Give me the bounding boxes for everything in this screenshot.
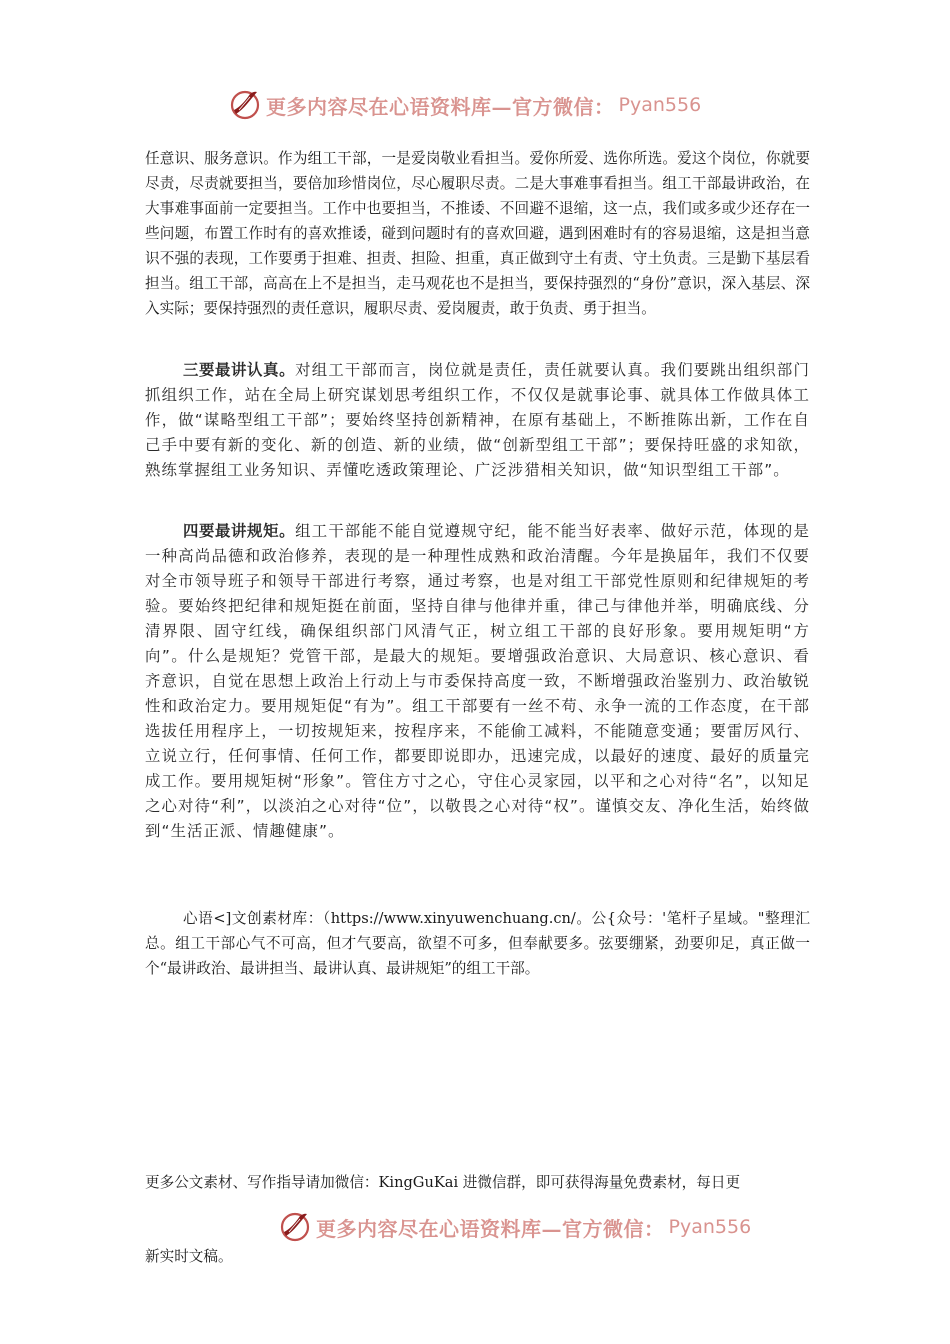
paragraph-text: [145, 358, 810, 483]
paragraph-text: 心语<]文创素材库：（https://www.xinyuwenchuang.cn/。公{众号：'笔杆子星域。"整理汇总。组工干部心气不可高，但才气要高，欲望不可多，但奉献要多。弦要绷紧，劲要卯足，真正做一个“最讲政治、最讲担当、最讲认真、最讲规矩”的组工干部。: [145, 910, 810, 977]
watermark-wechat-id: Pyan556: [668, 1216, 752, 1238]
footer-line-2: 新实时文稿。: [145, 1248, 233, 1265]
footer-note-continued: [145, 1244, 810, 1269]
watermark-text: 更多内容尽在心语资料库—官方微信：: [316, 1216, 665, 1241]
watermark-wechat-id: Pyan556: [618, 94, 702, 116]
footer-note: [145, 1170, 810, 1195]
paragraph-body: 组工干部能不能自觉遵规守纪，能不能当好表率、做好示范，体现的是一种高尚品德和政治修养，表现的是一种理性成熟和政治清醒。今年是换届年，我们不仅要对全市领导班子和领导干部进行考察，通过考察，也是对组工干部党性原则和纪律规矩的考验。要始终把纪律和规矩挺在前面，坚持自律与他律并重，律己与律他并举，明确底线、分清界限、固守红线，确保组织部门风清气正，树立组工干部的良好形象。要用规矩明“方向”。什么是规矩？党管干部，是最大的规矩。要增强政治意识、大局意识、核心意识、看齐意识，自觉在思想上政治上行动上与市委保持高度一致，不断增强政治鉴别力、政治敏锐性和政治定力。要用规矩促“有为”。组工干部要有一丝不苟、永争一流的工作态度，在干部选拔任用程序上，一切按规矩来，按程序来，不能偷工减料，不能随意变通；要雷厉风行、立说立行，任何事情、任何工作，都要即说即办，迅速完成，以最好的速度、最好的质量完成工作。要用规矩树“形象”。管住方寸之心，守住心灵家园，以平和之心对待“名”，以知足之心对待“利”，以淡泊之心对待“位”，以敬畏之心对待“权”。谨慎交友、净化生活，始终做到“生活正派、情趣健康”。: [145, 522, 810, 840]
paragraph-conclusion: [145, 906, 810, 981]
paragraph-responsibility: [145, 146, 810, 321]
quill-logo-icon: [278, 1210, 312, 1244]
paragraph-body: 对组工干部而言，岗位就是责任，责任就要认真。我们要跳出组织部门抓组织工作，站在全局上研究谋划思考组织工作，不仅仅是就事论事、就具体工作做具体工作，做“谋略型组工干部”；要始终坚持创新精神，在原有基础上，不断推陈出新，工作在自己手中要有新的变化、新的创造、新的业绩，做“创新型组工干部”；要保持旺盛的求知欲，熟练掌握组工业务知识、弄懂吃透政策理论、广泛涉猎相关知识，做“知识型组工干部”。: [145, 361, 810, 479]
paragraph-rules: [145, 519, 810, 844]
paragraph-text: 任意识、服务意识。作为组工干部，一是爱岗敬业看担当。爱你所爱、选你所选。爱这个岗位，你就要尽责，尽责就要担当，要倍加珍惜岗位，尽心履职尽责。二是大事难事看担当。组工干部最讲政治，在大事难事面前一定要担当。工作中也要担当，不推诿、不回避不退缩，这一点，我们或多或少还存在一些问题，布置工作时有的喜欢推诿，碰到问题时有的喜欢回避，遇到困难时有的容易退缩，这是担当意识不强的表现，工作要勇于担难、担责、担险、担重，真正做到守土有责、守土负责。三是勤下基层看担当。组工干部，高高在上不是担当，走马观花也不是担当，要保持强烈的“身份”意识，深入基层、深入实际；要保持强烈的责任意识，履职尽责、爱岗履责，敢于负责、勇于担当。: [145, 150, 810, 317]
paragraph-lead-heading: 三要最讲认真。: [183, 361, 296, 379]
footer-line-1: 更多公文素材、写作指导请加微信：KingGuKai 进微信群，即可获得海量免费素材，每日更: [145, 1174, 741, 1191]
watermark-footer: [278, 1207, 751, 1247]
paragraph-lead-heading: 四要最讲规矩。: [183, 522, 296, 540]
watermark-text: 更多内容尽在心语资料库—官方微信：: [266, 94, 615, 119]
paragraph-text: [145, 519, 810, 844]
watermark-header: [228, 85, 701, 125]
paragraph-seriousness: [145, 358, 810, 483]
quill-logo-icon: [228, 88, 262, 122]
